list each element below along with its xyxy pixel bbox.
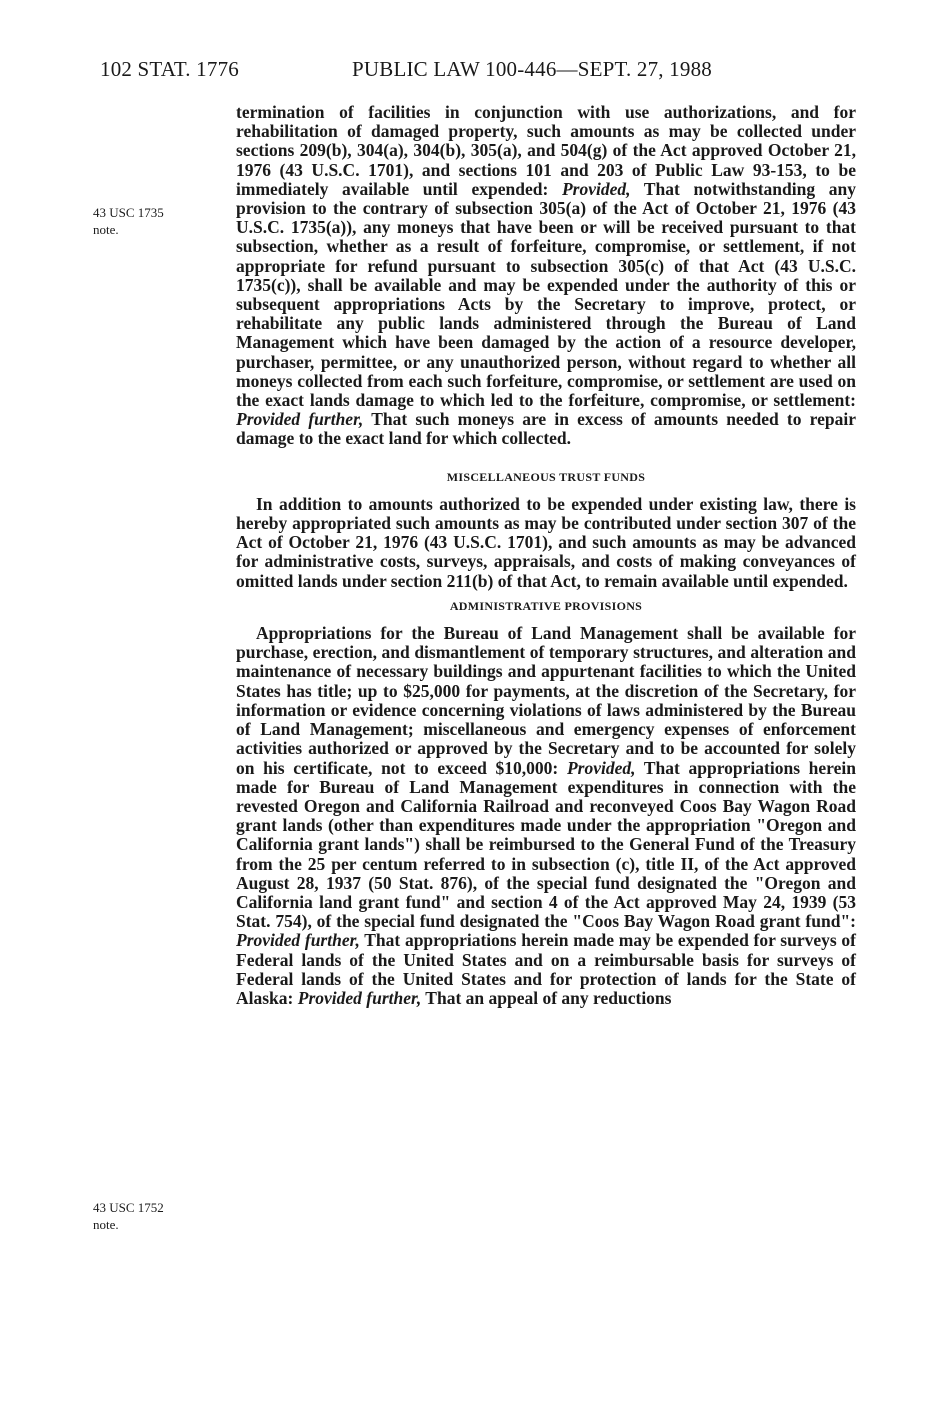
page-header-title: PUBLIC LAW 100-446—SEPT. 27, 1988 [352, 57, 712, 81]
body-paragraph: In addition to amounts authorized to be expended under existing law, there is hereby appropriated such amounts as may be contributed under section 307 of the Act of October 21, 1976 (43 U.S.C. 1701), and such amounts as may be advanced for administrative costs, surveys, appraisals, and costs of making conveyances of omitted lands under section 211(b) of that Act, to remain available until expended. [236, 493, 856, 591]
text-run: That such moneys are in excess of amounts needed to repair damage to the exact land for which collected. [236, 409, 857, 449]
text-run: That appropriations herein made may be expended for surveys of Federal lands of the United States and on a reimbursable basis for surveys of Federal lands of the United States and for protection of lands for the State of Alaska: [236, 930, 856, 1008]
document-body [236, 103, 856, 1008]
margin-note-citation: 43 USC 1752 [93, 1200, 164, 1215]
margin-note-label: note. [93, 1217, 119, 1232]
text-run: That notwithstanding any provision to the contrary of subsection 305(a) of the Act of October 21, 1976 (43 U.S.C. 1735(a)), any moneys that have been or will be received pursuant to that subsection, whether as a result of forfeiture, compromise, or settlement, if not appropriate for refund pursuant to subsection 305(c) of that Act (43 U.S.C. 1735(c)), shall be available and may be expended under the authority of this or subsequent appropriations Acts by the Secretary to improve, protect, or rehabilitate any public lands administered through the Bureau of Land Management which have been damaged by the action of a resource developer, purchaser, permittee, or any unauthorized person, without regard to whether all moneys collected from each such forfeiture, compromise, or settlement are used on the exact lands damage to which led to the forfeiture, compromise, or settlement: [236, 178, 857, 411]
section-heading-misc-trust-funds: MISCELLANEOUS TRUST FUNDS [446, 469, 646, 484]
page-reference: 102 STAT. 1776 [100, 57, 239, 81]
margin-note-label: note. [93, 222, 119, 237]
text-run: That an appeal of any reductions [421, 987, 672, 1008]
text-run: That appropriations herein made for Bureau of Land Management expenditures in connection with the revested Oregon and California Railroad and reconveyed Coos Bay Wagon Road grant lands (other than expenditures made under the appropriation "Oregon and California grant lands") shall be reimbursed to the General Fund of the Treasury from the 25 per centum referred to in subsection (c), title II, of the Act approved August 28, 1937 (50 Stat. 876), of the special fund designated the "Oregon and California land grant fund" and section 4 of the Act approved May 24, 1939 (53 Stat. 754), of the special fund designated the "Coos Bay Wagon Road grant fund": [236, 757, 856, 932]
proviso-emphasis: Provided further, [236, 409, 364, 430]
margin-note-citation: 43 USC 1735 [93, 205, 164, 220]
proviso-emphasis: Provided further, [297, 987, 422, 1008]
body-paragraph [236, 624, 856, 1008]
margin-note [93, 204, 164, 238]
body-paragraph [236, 103, 856, 449]
margin-note [93, 1199, 164, 1233]
proviso-emphasis: Provided further, [236, 930, 360, 951]
proviso-emphasis: Provided, [566, 757, 636, 778]
text-run: termination of facilities in conjunction with use authorizations, and for rehabilitation of damaged property, such amounts as may be collected under sections 209(b), 304(a), 304(b), 305(a), and 504(g) of the Act approved October 21, 1976 (43 U.S.C. 1701), and sections 101 and 203 of Public Law 93-153, to be immediately available until expended: [236, 102, 856, 199]
text-run: Appropriations for the Bureau of Land Management shall be available for purchase, erection, and dismantlement of temporary structures, and alteration and maintenance of necessary buildings and appurtenant facilities to which the United States has title; up to $25,000 for payments, at the discretion of the Secretary, for information or evidence concerning violations of laws administered by the Bureau of Land Management; miscellaneous and emergency expenses of enforcement activities authorized or approved by the Secretary and to be accounted for solely on his certificate, not to exceed $10,000: [236, 623, 856, 778]
proviso-emphasis: Provided, [561, 178, 631, 199]
section-heading-administrative-provisions: ADMINISTRATIVE PROVISIONS [449, 598, 643, 613]
